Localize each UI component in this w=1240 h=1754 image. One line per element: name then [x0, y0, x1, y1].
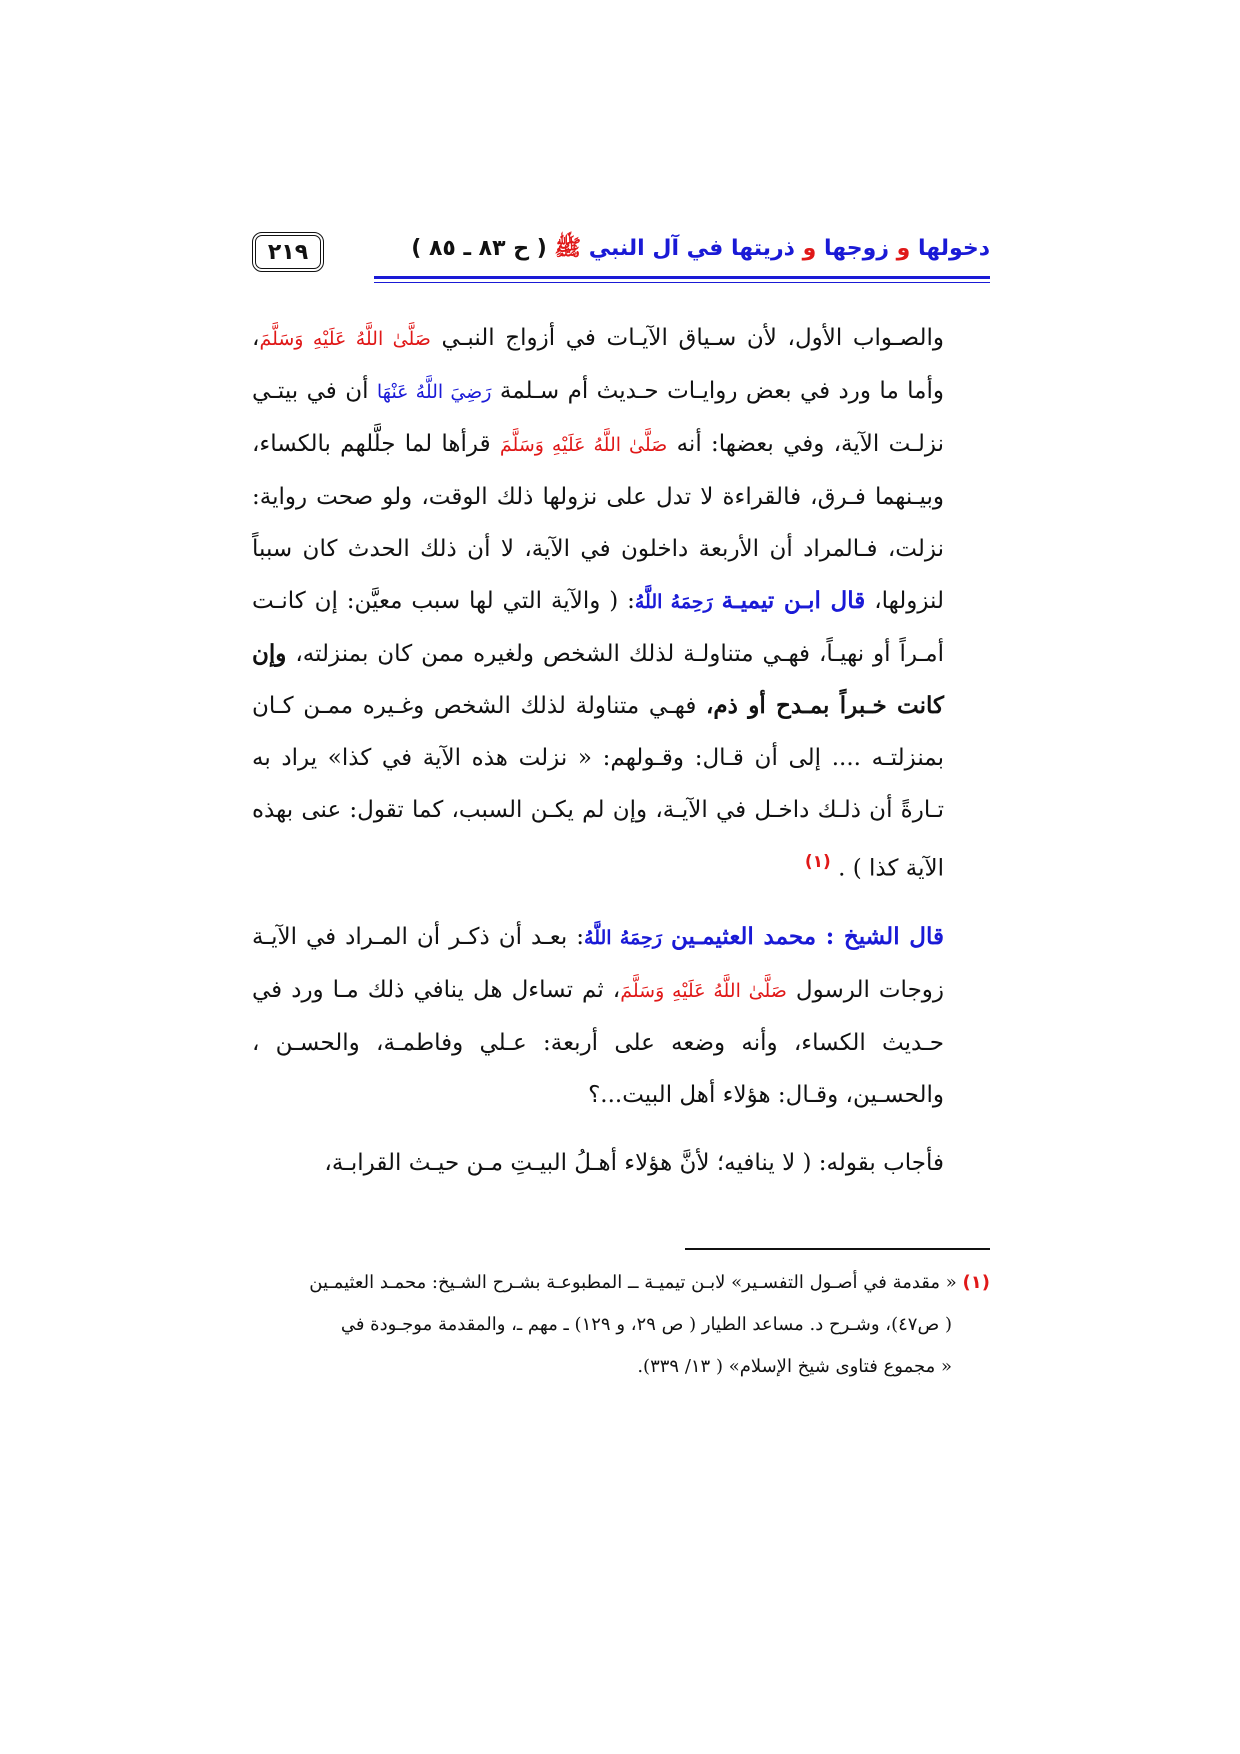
main-text	[252, 312, 990, 1189]
footnote-separator	[685, 1248, 990, 1250]
honorific: رَحِمَهُ اللَّهُ	[634, 591, 713, 613]
honorific-seal-icon: ﷺ	[554, 236, 582, 261]
honorific: صَلَّىٰ اللَّهُ عَلَيْهِ وَسَلَّمَ	[620, 979, 787, 1002]
footnote-line-2: ( ص٤٧)، وشـرح د. مساعد الطيار ( ص ٢٩، و ١٢٩) ـ مهم ـ، والمقدمة موجـودة في	[340, 1314, 952, 1335]
text-run: ، ثم تساءل هل ينافي ذلك مـا ورد في حـديث الكساء، وأنه وضعه على أربعة: عـلي وفاطمـة، والحسـن ، والحسـين، وقـال: هؤلاء أهل البيت...؟	[252, 976, 944, 1108]
text-run: والصـواب الأول، لأن سـياق الآيـات في أزواج النبـي	[441, 325, 945, 351]
footnote-line-1	[252, 1262, 990, 1304]
paragraph-2	[252, 911, 990, 1121]
text-run: : بعـد أن ذكـر أن المـراد في الآيـة زوجات الرسول	[252, 923, 944, 1003]
text-run: أن في بيتـي نزلـت الآية، وفي بعضها: أنه	[252, 378, 944, 457]
paragraph-3: فأجاب بقوله: ( لا ينافيه؛ لأنَّ هؤلاء أهـلُ البيـتِ مـن حيـث القرابـة،	[324, 1149, 944, 1176]
title-part-1: دخولها	[918, 236, 990, 261]
speaker-label: قال ابـن تيميـة	[721, 587, 866, 614]
paragraph-1	[252, 312, 990, 895]
title-part-4: و	[802, 236, 817, 261]
title-range: ( ح ٨٣ ـ ٨٥ )	[411, 236, 547, 261]
bold-text: وإن كانت خـبراً بمـدح أو ذم،	[252, 640, 944, 719]
header-rule-thin	[374, 282, 990, 283]
title-part-3: زوجها	[824, 236, 889, 261]
footnote-number: (١)	[962, 1272, 990, 1293]
footnote	[252, 1262, 990, 1388]
page-header	[252, 232, 990, 278]
speaker-label: قال الشيخ : محمد العثيمـين	[670, 922, 944, 950]
honorific: صَلَّىٰ اللَّهُ عَلَيْهِ وَسَلَّمَ	[259, 328, 431, 350]
honorific: رَضِيَ اللَّهُ عَنْهَا	[376, 381, 492, 403]
text-run: قرأها لما جلَّلهم بالكساء، وبيـنهما فـرق، فالقراءة لا تدل على نزولها ذلك الوقت، ولو صحت رواية: نزلت، فـالمراد أن الأربعة داخلون في الآية، لا أن ذلك الحدث كان سبباً لنزولها،	[252, 431, 944, 614]
title-part-5: ذريتها في آل النبي	[588, 236, 795, 261]
header-rule	[374, 276, 990, 279]
honorific: رَحِمَهُ اللَّهُ	[584, 926, 662, 949]
running-title	[411, 234, 990, 266]
footnote-line-3: « مجموع فتاوى شيخ الإسلام» ( ١٣/ ٣٣٩).	[637, 1356, 952, 1377]
quote-text: : ( والآية التي لها سبب معيَّن: إن كانـت أمـراً أو نهيـاً، فهـي متناولـة لذلك الشخص ولغيره ممن كان بمنزلته،	[252, 588, 944, 667]
footnote-text: « مقدمة في أصـول التفسـير» لابـن تيميـة ــ المطبوعـة بشـرح الشـيخ: محمـد العثيمـين	[309, 1272, 957, 1293]
page-number: ٢١٩	[252, 232, 324, 272]
footnote-ref[interactable]: (١)	[804, 852, 831, 872]
title-part-2: و	[896, 236, 911, 261]
quote-text: فهـي متناولة لذلك الشخص وغـيره ممـن كـان بمنزلتـه .... إلى أن قـال: وقـولهم: « نزلت هذه الآية في كذا» يراد به تـارةً أن ذلـك داخـل في الآيـة، وإن لم يكـن السبب، كما تقول: عنى بهذه الآية كذا ) .	[252, 693, 944, 882]
honorific: صَلَّىٰ اللَّهُ عَلَيْهِ وَسَلَّمَ	[499, 434, 668, 456]
text-run: ، وأما ما ورد في بعض روايـات حـديث أم سـلمة	[252, 325, 944, 404]
